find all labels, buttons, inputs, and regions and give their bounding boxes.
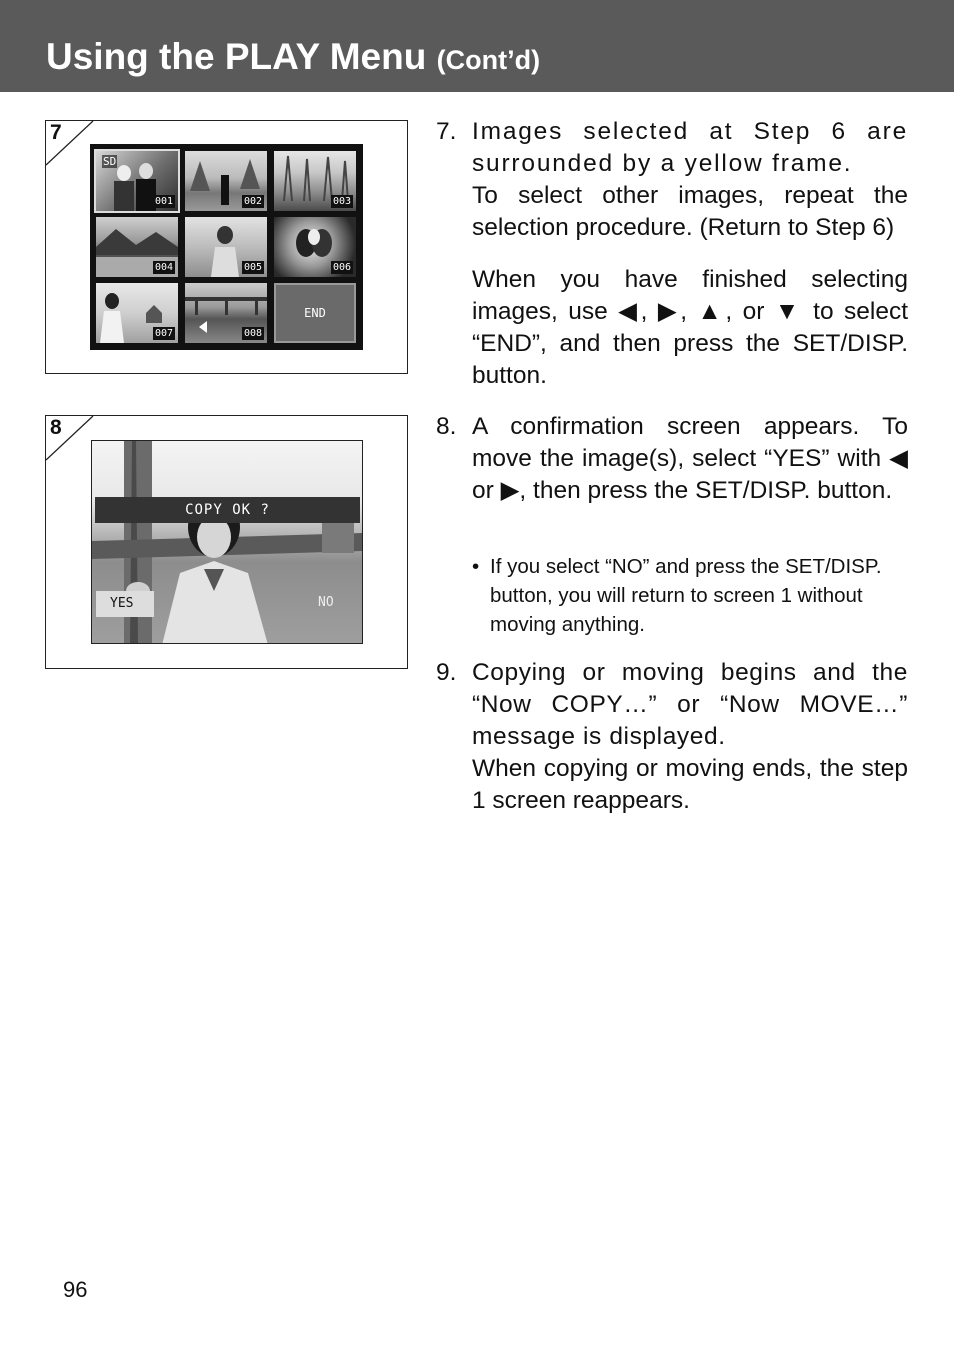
end-label: END <box>304 306 326 320</box>
yes-button[interactable]: YES <box>96 591 154 617</box>
thumbnail-number: 001 <box>154 196 173 207</box>
step-8-text: A confirmation screen appears. To move the image(s), select “YES” with ◀ or ▶, then press the SET/DISP. button. <box>472 413 908 504</box>
thumbnail-number: 007 <box>154 328 173 339</box>
page-title: Using the PLAY Menu (Cont’d) <box>46 36 541 77</box>
step-9-text: Copying or moving begins and the “Now COPY…” or “Now MOVE…” message is displayed. <box>472 659 908 750</box>
step-7 <box>436 116 908 392</box>
thumbnail-number: 008 <box>243 328 262 339</box>
thumbnail[interactable] <box>185 217 267 277</box>
figure-7 <box>45 120 408 374</box>
sd-card-label: SD <box>103 155 117 168</box>
step-number: 9. <box>436 659 457 686</box>
step-7-text: When you have finished selecting images, use ◀, ▶, ▲, or ▼ to select “END”, and then press the SET/DISP. button. <box>472 266 908 389</box>
thumbnail-number: 006 <box>332 262 351 273</box>
step-number: 7. <box>436 118 457 145</box>
step-7-text: Images selected at Step 6 are surrounded by a yellow frame. <box>472 118 908 177</box>
thumbnail-number: 002 <box>243 196 262 207</box>
figure-number: 7 <box>50 121 62 144</box>
thumbnail[interactable] <box>96 283 178 343</box>
thumbnail[interactable] <box>96 217 178 277</box>
thumbnail[interactable] <box>274 217 356 277</box>
thumbnail[interactable] <box>274 151 356 211</box>
paragraph-gap <box>436 244 908 264</box>
step-8 <box>436 411 908 507</box>
thumbnail-number: 003 <box>332 196 351 207</box>
step-8-note <box>472 552 908 639</box>
end-button[interactable] <box>274 283 356 343</box>
thumbnail[interactable] <box>185 283 267 343</box>
step-9 <box>436 657 908 817</box>
page-number: 96 <box>63 1277 88 1302</box>
step-number: 8. <box>436 413 457 440</box>
confirmation-prompt: COPY OK ? <box>95 497 360 523</box>
step-7-text: To select other images, repeat the selection procedure. (Return to Step 6) <box>472 182 908 241</box>
page-title-suffix: (Cont’d) <box>436 45 541 75</box>
step-9-text: When copying or moving ends, the step 1 screen reappears. <box>472 755 908 814</box>
thumbnail[interactable] <box>96 151 178 211</box>
note-text: If you select “NO” and press the SET/DISP. button, you will return to screen 1 without moving anything. <box>490 555 882 636</box>
figure-number: 8 <box>50 416 62 439</box>
thumbnail[interactable] <box>185 151 267 211</box>
confirmation-screen <box>91 440 363 644</box>
thumbnail-number: 004 <box>154 262 173 273</box>
header-bar <box>0 0 954 92</box>
bullet-dot: • <box>472 555 480 578</box>
no-button[interactable]: NO <box>318 595 334 610</box>
thumbnail-screen <box>90 144 363 350</box>
figure-8 <box>45 415 408 669</box>
thumbnail-number: 005 <box>243 262 262 273</box>
